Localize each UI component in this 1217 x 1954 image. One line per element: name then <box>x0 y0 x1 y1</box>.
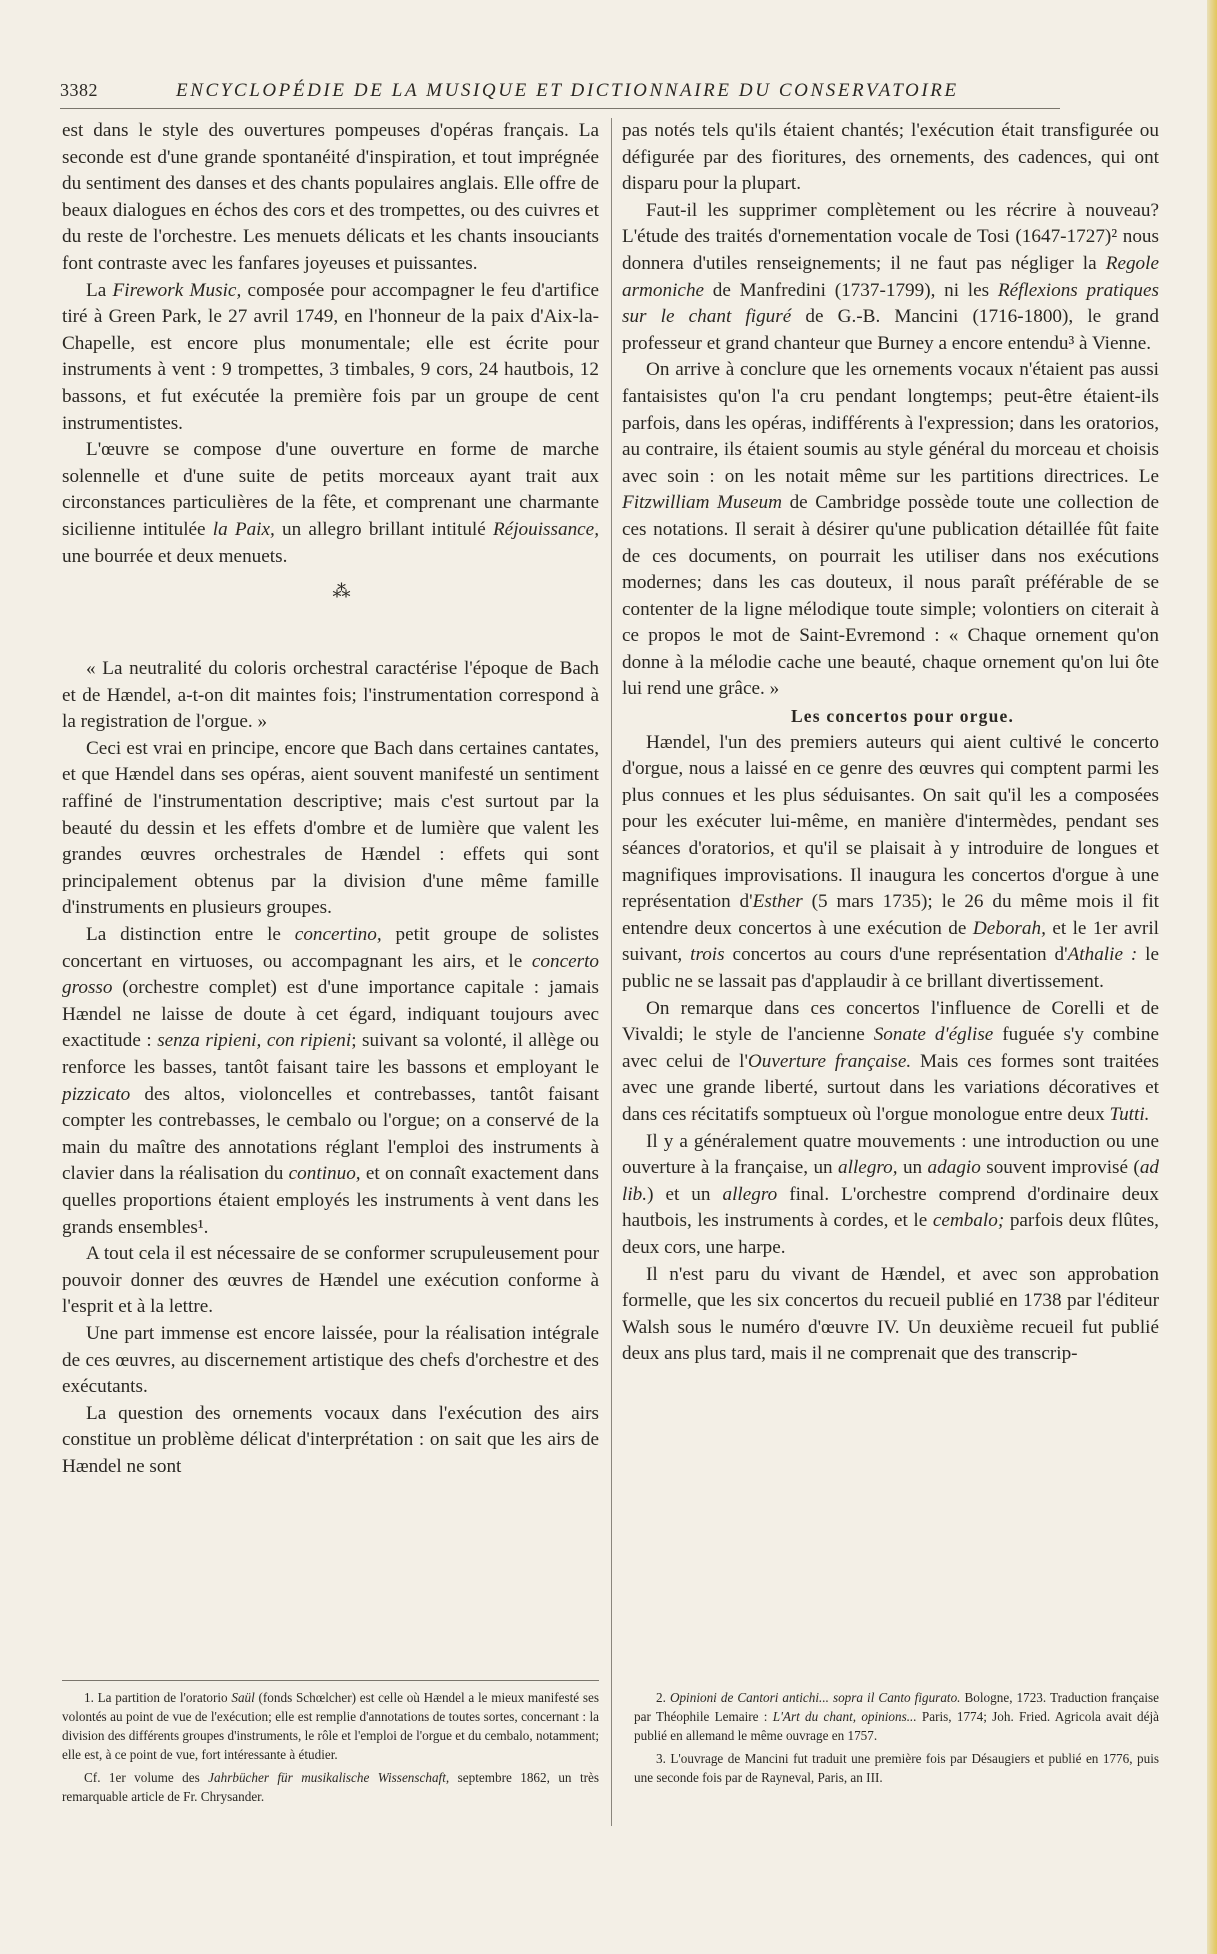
paragraph-left-2 <box>62 278 599 438</box>
page-header <box>60 80 1060 106</box>
text-run: ) et un <box>647 1183 723 1205</box>
text-run: Faut-il les supprimer complètement ou les récrire à nouveau? L'étude des traités d'ornementation vocale de Tosi (1647-1727)² nous donnera d'utiles renseignements; il ne faut pas négliger la <box>622 199 1159 274</box>
italic-text: Esther <box>752 891 803 913</box>
footnotes-left <box>62 1688 599 1806</box>
text-run: Bologne, 1723. Traduction française par Théophile Lemaire : <box>634 1690 1159 1724</box>
paragraph-right-1: pas notés tels qu'ils étaient chantés; l'exécution était transfigurée ou défigurée par des fioritures, des ornements, des cadences, qui ont disparu pour la plupart. <box>622 120 1159 195</box>
text-run: de G.-B. Mancini (1716-1800), le grand professeur et grand chanteur que Burney a encore entendu³ à Vienne. <box>622 306 1159 354</box>
text-run: des altos, violoncelles et contrebasses, tantôt faisant compter les contrebasses, le cembalo ou l'orgue; on a conservé de la main du maître des annotations réglant l'emploi des instruments à clavier dans la réalisation du <box>62 1083 599 1185</box>
text-run: un allegro brillant intitulé <box>274 518 493 540</box>
section-separator: ⁂ <box>332 581 353 602</box>
page-number: 3382 <box>60 80 98 100</box>
text-run: (fonds Schœlcher) est celle où Hændel a le mieux manifesté ses volontés au point de vue de l'exécution; elle est remplie d'annotations de toutes sortes, concernant : la division des différents groupes d'instruments, le rôle et l'emploi de l'orgue et du cembalo, notamment; elle est, à ce point de vue, fort intéressante à étudier. <box>62 1690 599 1762</box>
italic-text: pizzicato <box>62 1083 131 1105</box>
italic-text: Sonate d'église <box>873 1024 994 1046</box>
italic-text: Opinioni de Cantori antichi... sopra il Canto figurato. <box>669 1690 961 1705</box>
footnote-3: 3. L'ouvrage de Mancini fut traduit une première fois par Désaugiers et publié en 1776, puis une seconde fois par de Rayneval, Paris, an III. <box>634 1751 1159 1785</box>
text-run: concertos au cours d'une représentation d' <box>724 944 1068 966</box>
paragraph-left-7: A tout cela il est nécessaire de se conformer scrupuleusement pour pouvoir donner des œuvres de Hændel une exécution conforme à l'esprit et à la lettre. <box>62 1243 599 1318</box>
italic-text: Firework Music, <box>112 279 242 301</box>
paragraph-left-1: est dans le style des ouvertures pompeuses d'opéras français. La seconde est d'une grande spontanéité d'inspiration, et tout imprégnée du sentiment des danses et des chants populaires anglais. Elle offre de beaux dialogues en échos des cors et des trompettes, ou des cuivres et du reste de l'orchestre. Les menuets délicats et les chants insouciants font contraste avec les fanfares joyeuses et puissantes. <box>62 120 599 274</box>
paragraph-right-6 <box>622 1129 1159 1262</box>
italic-text: L'Art du chant, opinions... <box>772 1709 917 1724</box>
italic-text: allegro <box>722 1183 778 1205</box>
text-run: final. L'orchestre comprend d'ordinaire deux hautbois, les instruments à cordes, et le <box>622 1183 1159 1232</box>
text-run: une bourrée et deux menuets. <box>62 545 288 567</box>
text-run: ; suivant sa volonté, il allège ou renforce les basses, tantôt faisant taire les bassons et employant le <box>62 1030 600 1078</box>
text-run: Il y a généralement quatre mouvements : une introduction ou une ouverture à la française, un <box>622 1130 1159 1179</box>
text-run: Hændel, l'un des premiers auteurs qui aient cultivé le concerto d'orgue, nous a laissé en ce genre des œuvres qui comptent parmi les plus connues et les plus séduisantes. On sait qu'il les a composées pour les exécuter lui-même, en manière d'intermèdes, pendant ses séances d'oratorios, et qu'il se plaisait à y introduire de longues et magnifiques improvisations. Il inaugura les concertos d'orgue à une représentation d' <box>622 731 1159 913</box>
italic-text: adagio <box>927 1157 981 1179</box>
text-run: On arrive à conclure que les ornements vocaux n'étaient pas aussi fantaisistes qu'on l'a cru pendant longtemps; peut-être étaient-ils parfois, dans les opéras, indifférents à l'expression; dans les oratorios, au contraire, ils étaient soumis au style général du morceau et choisis avec soin : on les notait même sur les partitions directrices. Le <box>622 359 1159 487</box>
text-run: Mais ces formes sont traitées avec une grande liberté, surtout dans les variations décoratives et dans ces récitatifs somptueux où l'orgue monologue entre deux <box>622 1050 1159 1125</box>
section-heading: Les concertos pour orgue. <box>790 706 1015 727</box>
page-edge <box>1207 0 1217 1954</box>
italic-text: concertino, <box>294 924 382 946</box>
italic-text: concerto grosso <box>62 950 599 999</box>
text-run: Cf. 1er volume des <box>84 1770 209 1785</box>
paragraph-left-4: « La neutralité du coloris orchestral caractérise l'époque de Bach et de Hændel, a-t-on dit maintes fois; l'instrumentation correspond à la registration de l'orgue. » <box>62 658 599 733</box>
paragraph-right-7: Il n'est paru du vivant de Hændel, et avec son approbation formelle, que les six concertos du recueil publié en 1738 par l'éditeur Walsh sous le numéro d'œuvre IV. Un deuxième recueil fut publié deux ans plus tard, mais il ne comprenait que des transcrip- <box>622 1263 1159 1365</box>
text-run: La distinction entre le <box>86 924 295 946</box>
footnote-1 <box>62 1688 599 1764</box>
italic-text: Fitzwilliam Museum <box>622 492 783 514</box>
italic-text: Jahrbücher für musikalische Wissenschaft, <box>208 1770 450 1785</box>
footnote-2 <box>634 1688 1159 1745</box>
text-run: un <box>897 1157 928 1179</box>
text-run: (5 mars 1735); le 26 du même mois il fit entendre deux concertos à une exécution de <box>622 891 1159 939</box>
italic-text: cembalo; <box>932 1210 1005 1232</box>
paragraph-right-3 <box>622 357 1159 703</box>
italic-text: allegro, <box>838 1157 898 1179</box>
italic-text: Saül <box>231 1690 255 1705</box>
text-run: de Manfredini (1737-1799), ni les <box>704 279 998 301</box>
paragraph-left-9: La question des ornements vocaux dans l'exécution des airs constitue un problème délicat d'interprétation : on sait que les airs de Hændel ne sont <box>62 1402 599 1477</box>
header-rule <box>60 108 1060 109</box>
paragraph-left-5: Ceci est vrai en principe, encore que Bach dans certaines cantates, et que Hændel dans ses opéras, aient souvent manifesté un sentiment raffiné de l'instrumentation descriptive; mais c'est surtout par la beauté du dessin et les effets d'ombre et de lumière que valent les grandes œuvres orchestrales de Hændel : effets qui sont principalement obtenus par la division d'une même famille d'instruments en plusieurs groupes. <box>62 737 599 919</box>
paragraph-right-4 <box>622 730 1159 996</box>
text-run: et le 1er avril suivant, <box>622 917 1159 966</box>
text-run: fuguée s'y combine avec celui de l' <box>622 1024 1159 1072</box>
left-column <box>62 118 599 1481</box>
italic-text: continuo, <box>288 1163 361 1185</box>
column-divider <box>611 118 612 1826</box>
right-column <box>622 118 1159 1368</box>
text-run: petit groupe de solistes concertant en virtuoses, ou accompagnant les airs, et le <box>62 924 599 972</box>
paragraph-left-8: Une part immense est encore laissée, pour la réalisation intégrale de ces œuvres, au discernement artistique des chefs d'orchestre et des exécutants. <box>62 1322 599 1398</box>
text-run: La <box>86 279 113 301</box>
paragraph-left-6 <box>62 922 599 1241</box>
text-run: L'œuvre se compose d'une ouverture en forme de marche solennelle et d'une suite de petits morceaux ayant trait aux circonstances particulières de la fête, et comprenant une charmante sicilienne intitulée <box>62 439 599 540</box>
italic-text: Réjouissance, <box>492 518 599 540</box>
text-run: 1. La partition de l'oratorio <box>84 1690 232 1705</box>
text-run: et on connaît exactement dans quelles proportions étaient employés les instruments à vent dans les grands ensembles¹. <box>62 1163 599 1238</box>
text-run: 2. <box>656 1690 670 1705</box>
italic-text: Réflexions pratiques sur le chant figuré <box>622 279 1159 328</box>
text-run: (orchestre complet) est d'une importance capitale : jamais Hændel ne laisse de doute à cet égard, indiquant toujours avec exactitude : <box>62 977 599 1052</box>
footnote-1-reference <box>62 1768 599 1806</box>
paragraph-right-5 <box>622 996 1159 1129</box>
paragraph-left-3 <box>62 437 599 570</box>
italic-text: Deborah, <box>972 917 1046 939</box>
footnotes-right <box>634 1688 1159 1787</box>
footnote-rule <box>62 1680 599 1681</box>
italic-text: Athalie : <box>1067 944 1138 966</box>
italic-text: la Paix, <box>212 518 275 540</box>
italic-text: Regole armoniche <box>622 252 1159 301</box>
text-run: parfois deux flûtes, deux cors, une harpe. <box>622 1210 1159 1258</box>
text-run: On remarque dans ces concertos l'influence de Corelli et de Vivaldi; le style de l'ancienne <box>622 997 1159 1046</box>
italic-text: Tutti. <box>1109 1103 1150 1125</box>
text-run: composée pour accompagner le feu d'artifice tiré à Green Park, le 27 avril 1749, en l'honneur de la paix d'Aix-la-Chapelle, est encore plus monumentale; elle est écrite pour instruments à vent : 9 trompettes, 3 timbales, 9 cors, 24 hautbois, 12 bassons, et fut exécutée la première fois par un groupe de cent instrumentistes. <box>62 279 599 434</box>
text-run: souvent improvisé ( <box>980 1157 1140 1179</box>
paragraph-right-2 <box>622 198 1159 358</box>
text-run: septembre 1862, un très remarquable article de Fr. Chrysander. <box>62 1770 599 1804</box>
text-run: le public ne se lassait pas d'applaudir à ce brillant divertissement. <box>622 944 1159 992</box>
running-title: ENCYCLOPÉDIE DE LA MUSIQUE ET DICTIONNAIRE DU CONSERVATOIRE <box>176 80 959 101</box>
italic-text: Ouverture française. <box>747 1050 912 1072</box>
italic-text: trois <box>690 944 725 966</box>
italic-text: senza ripieni, con ripieni <box>157 1030 352 1052</box>
text-run: Paris, 1774; Joh. Fried. Agricola avait déjà publié en allemand le même ouvrage en 1757. <box>634 1709 1159 1743</box>
italic-text: ad lib. <box>622 1157 1160 1205</box>
text-run: de Cambridge possède toute une collection de ces notations. Il serait à désirer qu'une publication détaillée fût faite de ces documents, on pourrait les utiliser dans nos exécutions modernes; dans les cas douteux, il nous paraît préférable de se contenter de la ligne mélodique toute simple; volontiers on citerait à ce propos le mot de Saint-Evremond : « Chaque ornement qu'on donne à la mélodie cache une beauté, chaque ornement qu'on lui ôte lui rend une grâce. » <box>622 492 1159 700</box>
